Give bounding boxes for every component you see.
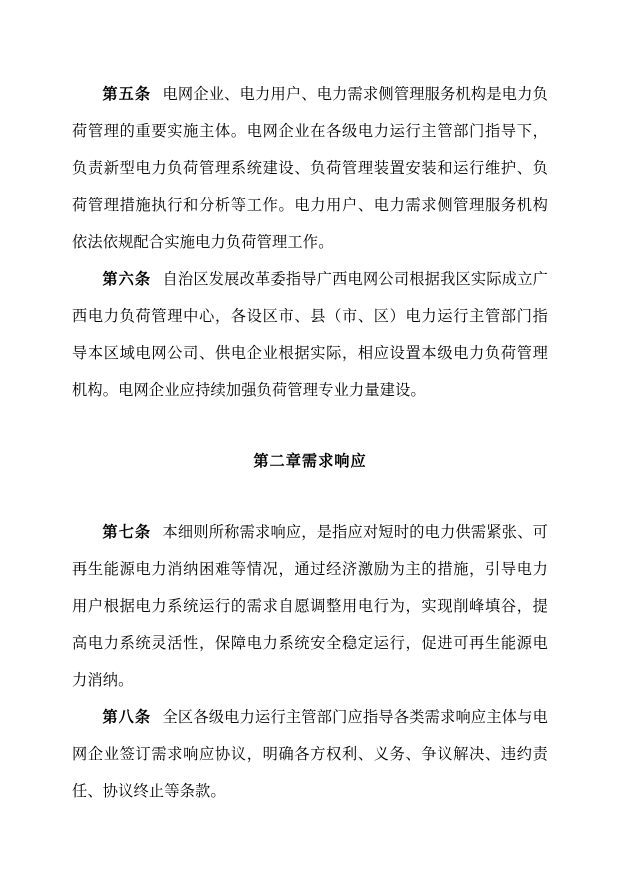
article-label: 第八条 [102,708,152,726]
article-paragraph-6 [72,261,548,409]
chapter-bottom-spacer [72,480,548,514]
document-body [72,76,548,810]
article-text: 本细则所称需求响应，是指应对短时的电力供需紧张、可再生能源电力消纳困难等情况，通过经济激励为主的措施，引导电力用户根据电力系统运行的需求自愿调整用电行为，实现削峰填谷，提高电力系统灵活性，保障电力系统安全稳定运行，促进可再生能源电力消纳。 [72,523,549,689]
article-paragraph-8 [72,699,548,810]
article-text: 全区各级电力运行主管部门应指导各类需求响应主体与电网企业签订需求响应协议，明确各方权利、义务、争议解决、违约责任、协议终止等条款。 [72,708,549,800]
article-text: 自治区发展改革委指导广西电网公司根据我区实际成立广西电力负荷管理中心，各设区市、县（市、区）电力运行主管部门指导本区域电网公司、供电企业根据实际，相应设置本级电力负荷管理机构。电网企业应持续加强负荷管理专业力量建设。 [72,270,549,399]
article-paragraph-7 [72,514,548,699]
article-paragraph-5 [72,76,548,261]
chapter-number: 第二章 [253,452,302,470]
article-text: 电网企业、电力用户、电力需求侧管理服务机构是电力负荷管理的重要实施主体。电网企业在各级电力运行主管部门指导下，负责新型电力负荷管理系统建设、负荷管理装置安装和运行维护、负荷管理措施执行和分析等工作。电力用户、电力需求侧管理服务机构依法依规配合实施电力负荷管理工作。 [72,85,549,251]
chapter-top-spacer [72,409,548,443]
chapter-title: 需求响应 [301,452,367,470]
chapter-heading [72,443,548,480]
article-label: 第五条 [102,85,152,103]
article-label: 第七条 [102,523,152,541]
article-label: 第六条 [102,270,152,288]
